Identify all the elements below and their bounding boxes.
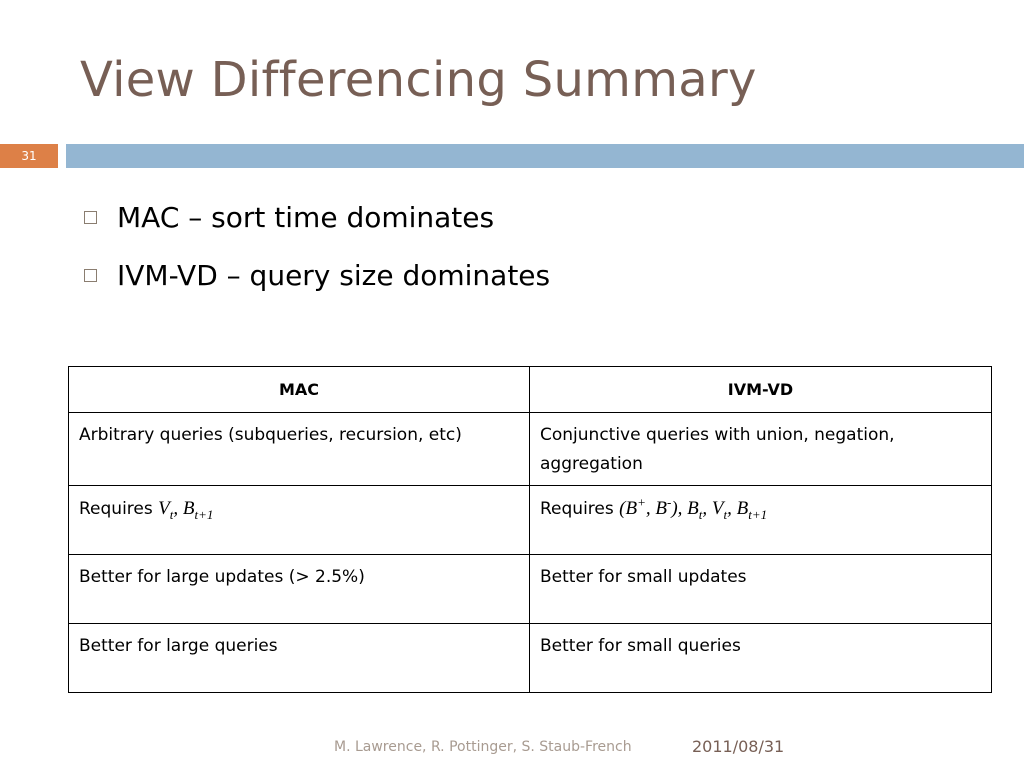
footer-credit: M. Lawrence, R. Pottinger, S. Staub-French [334, 739, 632, 755]
bullet-text: IVM-VD – query size dominates [117, 258, 551, 292]
table-cell: Better for large queries [69, 624, 530, 693]
bullet-text: MAC – sort time dominates [117, 200, 495, 234]
bullet-item [80, 246, 550, 304]
requires-label: Requires [79, 499, 153, 519]
table-cell: Better for small updates [530, 555, 992, 624]
title-rule-bar [66, 144, 1024, 168]
table-header-row [69, 367, 992, 413]
table-row [69, 555, 992, 624]
square-bullet-icon [84, 211, 97, 224]
table-cell: Conjunctive queries with union, negation, aggregation [530, 413, 992, 486]
slide-title: View Differencing Summary [80, 52, 757, 108]
footer-date: 2011/08/31 [692, 737, 785, 756]
mac-requirements-formula: $V_t$, $B_{t+1}$ [158, 498, 214, 522]
table-cell: Better for small queries [530, 624, 992, 693]
table-row [69, 413, 992, 486]
bullet-list [80, 188, 550, 304]
table-cell [69, 486, 530, 555]
table-row [69, 486, 992, 555]
comparison-table [68, 366, 992, 693]
table-cell: Arbitrary queries (subqueries, recursion, etc) [69, 413, 530, 486]
slide-number-badge: 31 [0, 144, 58, 168]
requires-label: Requires [540, 499, 614, 519]
table-row [69, 624, 992, 693]
table-cell [530, 486, 992, 555]
square-bullet-icon [84, 269, 97, 282]
column-header-mac: MAC [69, 367, 530, 413]
bullet-item [80, 188, 550, 246]
column-header-ivm-vd: IVM-VD [530, 367, 992, 413]
ivm-vd-requirements-formula: (B+, B-), $B_t$, $V_t$, $B_{t+1}$ [619, 494, 768, 522]
table-cell: Better for large updates (> 2.5%) [69, 555, 530, 624]
